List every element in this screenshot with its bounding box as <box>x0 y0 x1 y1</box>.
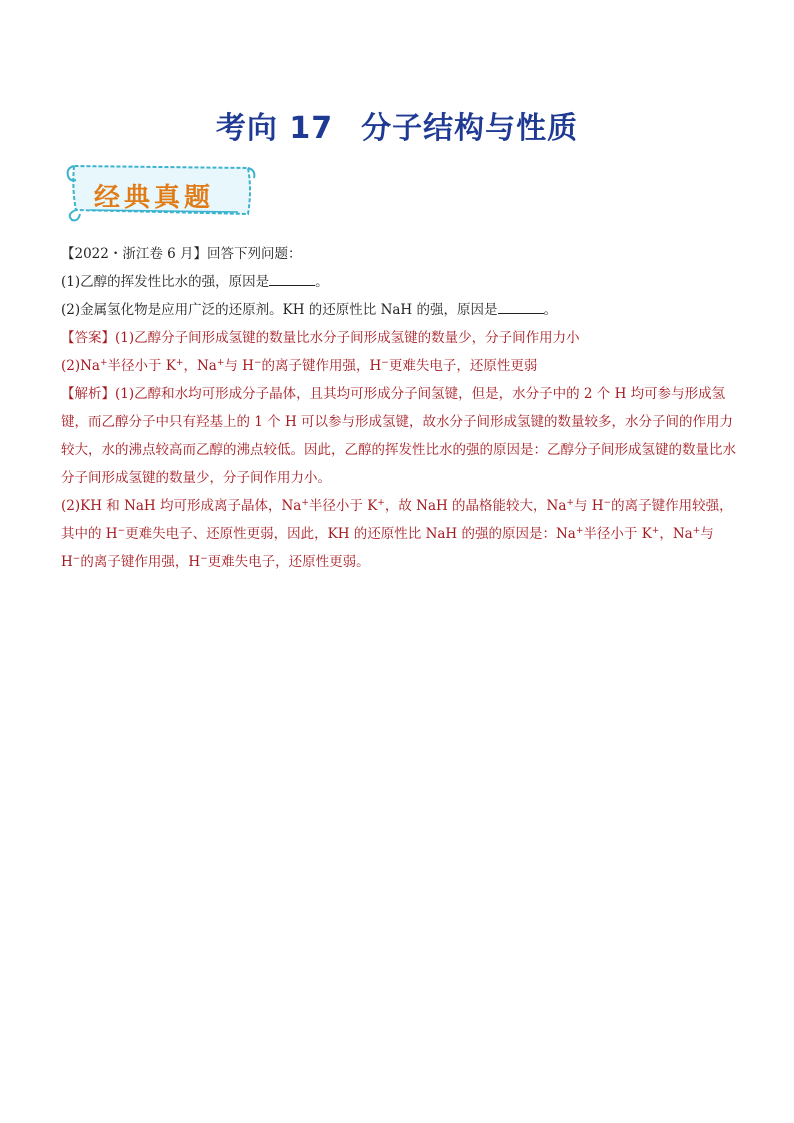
title-topic-name: 分子结构与性质 <box>361 111 579 146</box>
answer-blank <box>269 270 315 286</box>
question-source: 【2022・浙江卷 6 月】 <box>61 246 208 262</box>
section-banner <box>62 160 262 222</box>
answer-tag: 【答案】 <box>61 330 115 346</box>
question-stem <box>61 240 741 268</box>
analysis-paragraph-1: 【解析】(1)乙醇和水均可形成分子晶体，且其均可形成分子间氢键，但是，水分子中的 2 个 H 均可参与形成氢键，而乙醇分子中只有羟基上的 1 个 H 可以参与形成氢键，故水分子间形成氢键的数量较多，水分子间的作用力较大，水的沸点较高而乙醇的沸点较低。因此，乙醇的挥发性比水的强的原因是：乙醇分子间形成氢键的数量比水分子间形成氢键的数量少，分子间作用力小。 <box>61 386 736 486</box>
question-part-1: (1)乙醇的挥发性比水的强，原因是 。 <box>61 268 741 296</box>
analysis-tag: 【解析】 <box>61 386 115 402</box>
question-content <box>61 240 741 576</box>
title-topic-number: 考向 17 <box>215 111 334 146</box>
page-title <box>0 103 794 147</box>
answer-line-1: 【答案】(1)乙醇分子间形成氢键的数量比水分子间形成氢键的数量少，分子间作用力小 <box>61 330 580 346</box>
question-stem-text: 回答下列问题： <box>207 246 302 262</box>
analysis-paragraph-2: (2)KH 和 NaH 均可形成离子晶体，Na+半径小于 K+，故 NaH 的晶格能较大，Na+与 H−的离子键作用较强，其中的 H−更难失电子、还原性更弱，因此，KH 的还原性比 NaH 的强的原因是：Na+半径小于 K+，Na+与 H−的离子键作用强，H−更难失电子，还原性更弱。 <box>61 498 733 570</box>
answer-blank <box>498 298 544 314</box>
question-part-2: (2)金属氢化物是应用广泛的还原剂。KH 的还原性比 NaH 的强，原因是 。 <box>61 296 741 324</box>
answer-line-2: (2)Na+半径小于 K+，Na+与 H−的离子键作用强，H−更难失电子，还原性更弱 <box>61 358 538 374</box>
banner-label: 经典真题 <box>94 183 215 213</box>
